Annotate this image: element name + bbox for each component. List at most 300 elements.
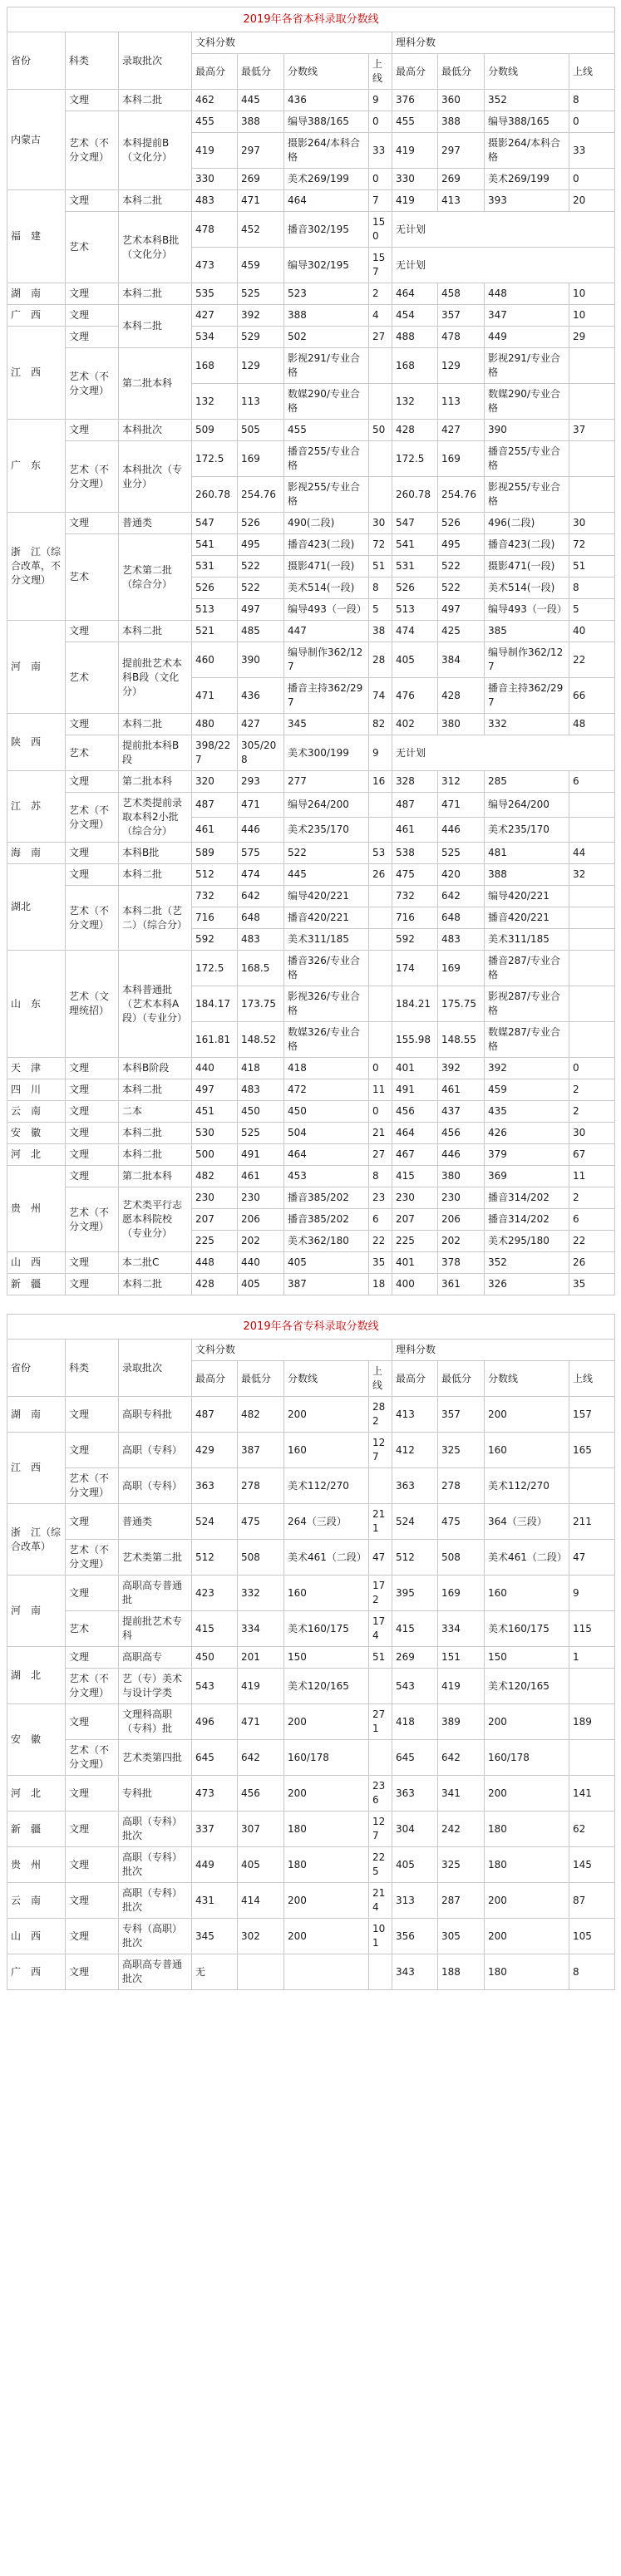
cell-arts-online: 214	[369, 1883, 392, 1919]
cell-sci-line: 美术269/199	[485, 169, 569, 190]
cell-sci-line: 332	[485, 714, 569, 735]
table-row	[7, 1144, 615, 1166]
cell-arts-max: 320	[192, 771, 238, 793]
table-row	[7, 1812, 615, 1847]
cell-sci-max: 155.98	[392, 1022, 438, 1058]
cell-province: 浙 江（综合改革）	[7, 1504, 66, 1576]
cell-province: 新 疆	[7, 1812, 66, 1847]
cell-arts-line: 摄影471(一段)	[284, 556, 369, 578]
header-science: 理科分数	[392, 1340, 615, 1361]
cell-sci-online: 8	[569, 1954, 615, 1990]
cell-sci-min: 202	[438, 1231, 485, 1252]
cell-arts-max: 260.78	[192, 477, 238, 513]
cell-province: 浙 江（综合改革，不分文理）	[7, 513, 66, 621]
cell-arts-line: 523	[284, 283, 369, 305]
cell-arts-max: 512	[192, 864, 238, 886]
cell-arts-online: 21	[369, 1123, 392, 1144]
cell-batch: 第二批本科	[119, 1166, 192, 1187]
cell-arts-min: 445	[238, 90, 284, 111]
cell-arts-max: 440	[192, 1058, 238, 1079]
table-row	[7, 1704, 615, 1740]
cell-arts-online: 38	[369, 621, 392, 642]
cell-arts-max: 589	[192, 843, 238, 864]
cell-arts-online: 27	[369, 327, 392, 348]
cell-arts-min: 305/208	[238, 735, 284, 771]
cell-arts-line: 388	[284, 305, 369, 327]
cell-arts-online	[369, 441, 392, 477]
cell-arts-max: 337	[192, 1812, 238, 1847]
cell-batch: 高职（专科）批次	[119, 1883, 192, 1919]
cell-province: 湖 南	[7, 283, 66, 305]
cell-category: 文理	[66, 714, 119, 735]
cell-arts-max: 496	[192, 1704, 238, 1740]
cell-category: 文理	[66, 190, 119, 212]
cell-arts-online: 101	[369, 1919, 392, 1954]
table-row	[7, 90, 615, 111]
table-row	[7, 1883, 615, 1919]
cell-sci-max: 269	[392, 1647, 438, 1669]
cell-arts-max: 450	[192, 1647, 238, 1669]
cell-province: 天 津	[7, 1058, 66, 1079]
cell-arts-min: 414	[238, 1883, 284, 1919]
cell-arts-online	[369, 929, 392, 951]
cell-sci-line: 180	[485, 1812, 569, 1847]
cell-arts-online	[369, 818, 392, 843]
cell-arts-max: 184.17	[192, 986, 238, 1022]
table-row	[7, 1776, 615, 1812]
cell-arts-max: 480	[192, 714, 238, 735]
cell-arts-online: 2	[369, 283, 392, 305]
table-row	[7, 1274, 615, 1295]
cell-sci-max: 512	[392, 1540, 438, 1576]
cell-sci-min: 269	[438, 169, 485, 190]
cell-arts-max: 521	[192, 621, 238, 642]
cell-sci-max: 402	[392, 714, 438, 735]
cell-sci-line: 388	[485, 864, 569, 886]
cell-arts-max: 732	[192, 886, 238, 907]
cell-sci-online: 29	[569, 327, 615, 348]
table-row	[7, 534, 615, 556]
cell-sci-line: 435	[485, 1101, 569, 1123]
cell-sci-line: 编导制作362/127	[485, 642, 569, 678]
cell-sci-line: 播音314/202	[485, 1187, 569, 1209]
cell-sci-line: 美术514(一段)	[485, 578, 569, 599]
cell-batch: 高职（专科）	[119, 1433, 192, 1468]
header-sci-max: 最高分	[392, 54, 438, 90]
cell-arts-max: 448	[192, 1252, 238, 1274]
cell-batch: 本科普通批（艺术本科A段）（专业分）	[119, 951, 192, 1058]
cell-category: 文理	[66, 1776, 119, 1812]
cell-arts-online: 47	[369, 1540, 392, 1576]
cell-sci-max: 474	[392, 621, 438, 642]
cell-category: 文理	[66, 1252, 119, 1274]
cell-arts-line: 播音326/专业合格	[284, 951, 369, 986]
cell-arts-online: 0	[369, 1101, 392, 1123]
cell-batch: 本二批C	[119, 1252, 192, 1274]
cell-category: 文理	[66, 90, 119, 111]
cell-sci-line: 编导264/200	[485, 793, 569, 818]
cell-arts-max: 535	[192, 283, 238, 305]
cell-category: 艺术（不分文理）	[66, 1669, 119, 1704]
cell-batch: 本科二批	[119, 283, 192, 305]
cell-sci-line: 播音423(二段)	[485, 534, 569, 556]
cell-arts-min: 483	[238, 1079, 284, 1101]
header-sci-line: 分数线	[485, 1361, 569, 1397]
cell-arts-line: 455	[284, 420, 369, 441]
cell-arts-min	[238, 1954, 284, 1990]
cell-sci-online	[569, 1022, 615, 1058]
bachelor-score-table	[7, 7, 615, 1295]
table-gap	[7, 1295, 614, 1314]
cell-arts-min: 508	[238, 1540, 284, 1576]
cell-category: 文理	[66, 1919, 119, 1954]
cell-arts-min: 485	[238, 621, 284, 642]
cell-arts-min: 405	[238, 1274, 284, 1295]
cell-batch: 艺术本科B批（文化分）	[119, 212, 192, 283]
cell-sci-line: 459	[485, 1079, 569, 1101]
cell-sci-min: 341	[438, 1776, 485, 1812]
cell-sci-line: 352	[485, 1252, 569, 1274]
cell-category: 文理	[66, 1397, 119, 1433]
cell-sci-line: 160	[485, 1433, 569, 1468]
table-row	[7, 642, 615, 678]
header-category: 科类	[66, 32, 119, 90]
cell-category: 艺术	[66, 642, 119, 714]
cell-arts-line: 影视326/专业合格	[284, 986, 369, 1022]
cell-sci-max: 313	[392, 1883, 438, 1919]
cell-sci-max: 无计划	[392, 248, 615, 283]
cell-sci-min: 325	[438, 1433, 485, 1468]
cell-sci-min: 129	[438, 348, 485, 384]
cell-arts-min: 302	[238, 1919, 284, 1954]
cell-sci-min: 461	[438, 1079, 485, 1101]
cell-arts-online: 27	[369, 1144, 392, 1166]
cell-arts-min: 575	[238, 843, 284, 864]
cell-sci-min: 360	[438, 90, 485, 111]
cell-province: 新 疆	[7, 1274, 66, 1295]
cell-category: 文理	[66, 513, 119, 534]
cell-category: 文理	[66, 1812, 119, 1847]
cell-category: 艺术	[66, 212, 119, 283]
cell-category: 文理	[66, 1576, 119, 1611]
table-row	[7, 1954, 615, 1990]
cell-sci-online: 87	[569, 1883, 615, 1919]
cell-sci-min: 478	[438, 327, 485, 348]
cell-sci-max: 487	[392, 793, 438, 818]
cell-sci-max: 260.78	[392, 477, 438, 513]
cell-arts-max: 487	[192, 793, 238, 818]
cell-sci-max: 547	[392, 513, 438, 534]
cell-arts-online: 271	[369, 1704, 392, 1740]
cell-sci-online: 211	[569, 1504, 615, 1540]
cell-sci-online: 157	[569, 1397, 615, 1433]
cell-sci-online: 189	[569, 1704, 615, 1740]
table-row	[7, 886, 615, 907]
cell-category: 艺术（不分文理）	[66, 111, 119, 190]
cell-province: 山 西	[7, 1919, 66, 1954]
cell-arts-online: 23	[369, 1187, 392, 1209]
cell-arts-line: 522	[284, 843, 369, 864]
cell-arts-min: 206	[238, 1209, 284, 1231]
table-row	[7, 1847, 615, 1883]
cell-arts-line: 504	[284, 1123, 369, 1144]
cell-batch: 专科批	[119, 1776, 192, 1812]
cell-sci-line: 播音255/专业合格	[485, 441, 569, 477]
table-row	[7, 420, 615, 441]
table-row	[7, 1576, 615, 1611]
table-row	[7, 513, 615, 534]
cell-arts-min: 392	[238, 305, 284, 327]
header-batch: 录取批次	[119, 32, 192, 90]
cell-arts-max: 716	[192, 907, 238, 929]
cell-sci-line: 426	[485, 1123, 569, 1144]
cell-arts-line: 美术120/165	[284, 1669, 369, 1704]
cell-sci-online: 22	[569, 642, 615, 678]
cell-sci-max: 363	[392, 1468, 438, 1504]
cell-sci-min: 169	[438, 1576, 485, 1611]
cell-sci-max: 464	[392, 283, 438, 305]
cell-batch: 本科B批	[119, 843, 192, 864]
cell-province: 陕 西	[7, 714, 66, 771]
header-sci-min: 最低分	[438, 1361, 485, 1397]
cell-arts-line: 277	[284, 771, 369, 793]
cell-sci-online	[569, 886, 615, 907]
cell-arts-online: 74	[369, 678, 392, 714]
cell-sci-line: 481	[485, 843, 569, 864]
cell-sci-online	[569, 793, 615, 818]
cell-arts-max: 541	[192, 534, 238, 556]
cell-arts-online: 35	[369, 1252, 392, 1274]
cell-arts-max: 460	[192, 642, 238, 678]
cell-arts-min: 483	[238, 929, 284, 951]
cell-arts-max: 345	[192, 1919, 238, 1954]
cell-sci-line: 449	[485, 327, 569, 348]
cell-batch: 艺（专）美术与设计学类	[119, 1669, 192, 1704]
table-row	[7, 327, 615, 348]
cell-sci-max: 418	[392, 1704, 438, 1740]
cell-sci-max: 732	[392, 886, 438, 907]
cell-sci-online: 0	[569, 111, 615, 133]
table-row	[7, 1540, 615, 1576]
table-row	[7, 1919, 615, 1954]
cell-batch: 专科（高职）批次	[119, 1919, 192, 1954]
cell-sci-max: 405	[392, 1847, 438, 1883]
cell-arts-min: 173.75	[238, 986, 284, 1022]
cell-arts-min: 522	[238, 578, 284, 599]
cell-arts-max: 592	[192, 929, 238, 951]
cell-arts-min: 495	[238, 534, 284, 556]
cell-arts-line: 编导420/221	[284, 886, 369, 907]
cell-arts-min: 475	[238, 1504, 284, 1540]
cell-arts-online	[369, 384, 392, 420]
cell-sci-online: 6	[569, 771, 615, 793]
cell-sci-max: 230	[392, 1187, 438, 1209]
cell-arts-min: 201	[238, 1647, 284, 1669]
cell-arts-max: 132	[192, 384, 238, 420]
cell-arts-max: 451	[192, 1101, 238, 1123]
cell-category: 文理	[66, 771, 119, 793]
cell-sci-max: 415	[392, 1166, 438, 1187]
cell-arts-min: 427	[238, 714, 284, 735]
table-row	[7, 1252, 615, 1274]
cell-sci-online: 20	[569, 190, 615, 212]
cell-category: 艺术（不分文理）	[66, 793, 119, 843]
table-row	[7, 1397, 615, 1433]
cell-sci-min: 456	[438, 1123, 485, 1144]
cell-category: 文理	[66, 1079, 119, 1101]
cell-sci-line: 393	[485, 190, 569, 212]
cell-sci-online: 5	[569, 599, 615, 621]
cell-sci-online: 0	[569, 169, 615, 190]
table-row	[7, 1647, 615, 1669]
cell-arts-online: 282	[369, 1397, 392, 1433]
cell-sci-max: 456	[392, 1101, 438, 1123]
cell-arts-line: 200	[284, 1883, 369, 1919]
cell-arts-online: 8	[369, 1166, 392, 1187]
cell-sci-min: 357	[438, 305, 485, 327]
cell-sci-max: 400	[392, 1274, 438, 1295]
cell-arts-min: 474	[238, 864, 284, 886]
cell-sci-line: 数媒287/专业合格	[485, 1022, 569, 1058]
cell-arts-min: 334	[238, 1611, 284, 1647]
cell-sci-line: 448	[485, 283, 569, 305]
cell-sci-max: 172.5	[392, 441, 438, 477]
cell-arts-max: 455	[192, 111, 238, 133]
cell-sci-online: 47	[569, 1540, 615, 1576]
cell-sci-online: 48	[569, 714, 615, 735]
cell-province: 贵 州	[7, 1847, 66, 1883]
cell-arts-max: 513	[192, 599, 238, 621]
cell-arts-line: 美术235/170	[284, 818, 369, 843]
cell-arts-online	[369, 1468, 392, 1504]
cell-sci-online: 145	[569, 1847, 615, 1883]
cell-category: 文理	[66, 621, 119, 642]
cell-arts-line: 464	[284, 1144, 369, 1166]
cell-arts-line: 447	[284, 621, 369, 642]
cell-arts-line: 播音302/195	[284, 212, 369, 248]
cell-category: 艺术（不分文理）	[66, 1468, 119, 1504]
cell-sci-min: 413	[438, 190, 485, 212]
cell-sci-line: 播音主持362/297	[485, 678, 569, 714]
cell-province: 山 西	[7, 1252, 66, 1274]
cell-sci-min: 446	[438, 1144, 485, 1166]
cell-arts-min: 648	[238, 907, 284, 929]
cell-province: 海 南	[7, 843, 66, 864]
table-row	[7, 843, 615, 864]
cell-sci-max: 356	[392, 1919, 438, 1954]
cell-arts-line: 编导493（一段）	[284, 599, 369, 621]
cell-category: 文理	[66, 1647, 119, 1669]
cell-arts-max: 530	[192, 1123, 238, 1144]
cell-batch: 艺术第二批（综合分）	[119, 534, 192, 621]
cell-sci-max: 543	[392, 1669, 438, 1704]
cell-arts-line: 180	[284, 1847, 369, 1883]
cell-arts-line: 453	[284, 1166, 369, 1187]
cell-arts-online: 22	[369, 1231, 392, 1252]
cell-sci-line: 影视291/专业合格	[485, 348, 569, 384]
cell-sci-line: 影视287/专业合格	[485, 986, 569, 1022]
table-row	[7, 283, 615, 305]
cell-arts-online: 174	[369, 1611, 392, 1647]
cell-arts-min: 278	[238, 1468, 284, 1504]
header-arts: 文科分数	[192, 1340, 392, 1361]
cell-batch: 本科二批	[119, 1123, 192, 1144]
cell-arts-max: 168	[192, 348, 238, 384]
table-row	[7, 1123, 615, 1144]
cell-arts-line	[284, 1954, 369, 1990]
cell-arts-max: 428	[192, 1274, 238, 1295]
cell-arts-min: 450	[238, 1101, 284, 1123]
cell-arts-min: 525	[238, 283, 284, 305]
cell-sci-min: 378	[438, 1252, 485, 1274]
cell-arts-online: 225	[369, 1847, 392, 1883]
cell-province: 山 东	[7, 951, 66, 1058]
cell-arts-max: 478	[192, 212, 238, 248]
cell-batch: 高职高专普通批次	[119, 1954, 192, 1990]
cell-sci-line: 数媒290/专业合格	[485, 384, 569, 420]
cell-arts-online	[369, 986, 392, 1022]
cell-arts-min: 491	[238, 1144, 284, 1166]
cell-arts-max: 225	[192, 1231, 238, 1252]
cell-arts-online: 236	[369, 1776, 392, 1812]
cell-arts-min: 202	[238, 1231, 284, 1252]
cell-sci-line: 影视255/专业合格	[485, 477, 569, 513]
cell-sci-min: 425	[438, 621, 485, 642]
cell-sci-line: 摄影471(一段)	[485, 556, 569, 578]
cell-sci-line: 364（三段）	[485, 1504, 569, 1540]
cell-province: 江 西	[7, 1433, 66, 1504]
cell-category: 文理	[66, 1144, 119, 1166]
cell-sci-max: 716	[392, 907, 438, 929]
cell-batch: 本科二批	[119, 621, 192, 642]
cell-arts-max: 645	[192, 1740, 238, 1776]
cell-batch: 二本	[119, 1101, 192, 1123]
cell-sci-max: 401	[392, 1058, 438, 1079]
cell-arts-min: 482	[238, 1397, 284, 1433]
cell-arts-line: 387	[284, 1274, 369, 1295]
cell-sci-max: 538	[392, 843, 438, 864]
cell-sci-max: 363	[392, 1776, 438, 1812]
cell-arts-line: 436	[284, 90, 369, 111]
cell-sci-max: 488	[392, 327, 438, 348]
cell-arts-online: 28	[369, 642, 392, 678]
cell-sci-line: 200	[485, 1776, 569, 1812]
cell-sci-line: 编导493（一段）	[485, 599, 569, 621]
cell-arts-line: 150	[284, 1647, 369, 1669]
cell-sci-line: 美术311/185	[485, 929, 569, 951]
cell-arts-max: 547	[192, 513, 238, 534]
cell-sci-online	[569, 818, 615, 843]
table-row	[7, 735, 615, 771]
cell-batch: 普通类	[119, 513, 192, 534]
cell-arts-min: 642	[238, 1740, 284, 1776]
cell-sci-online: 72	[569, 534, 615, 556]
cell-sci-line: 美术295/180	[485, 1231, 569, 1252]
cell-batch: 本科批次（专业分）	[119, 441, 192, 513]
table-title: 2019年各省本科录取分数线	[7, 7, 615, 32]
cell-batch: 第二批本科	[119, 348, 192, 420]
cell-sci-min: 458	[438, 283, 485, 305]
cell-arts-line: 160	[284, 1433, 369, 1468]
cell-sci-line: 200	[485, 1919, 569, 1954]
table-row	[7, 348, 615, 384]
cell-arts-line: 200	[284, 1776, 369, 1812]
table-row	[7, 1079, 615, 1101]
cell-category: 艺术（不分文理）	[66, 441, 119, 513]
cell-category: 艺术（文理统招）	[66, 951, 119, 1058]
cell-batch: 本科二批	[119, 864, 192, 886]
cell-sci-min: 526	[438, 513, 485, 534]
